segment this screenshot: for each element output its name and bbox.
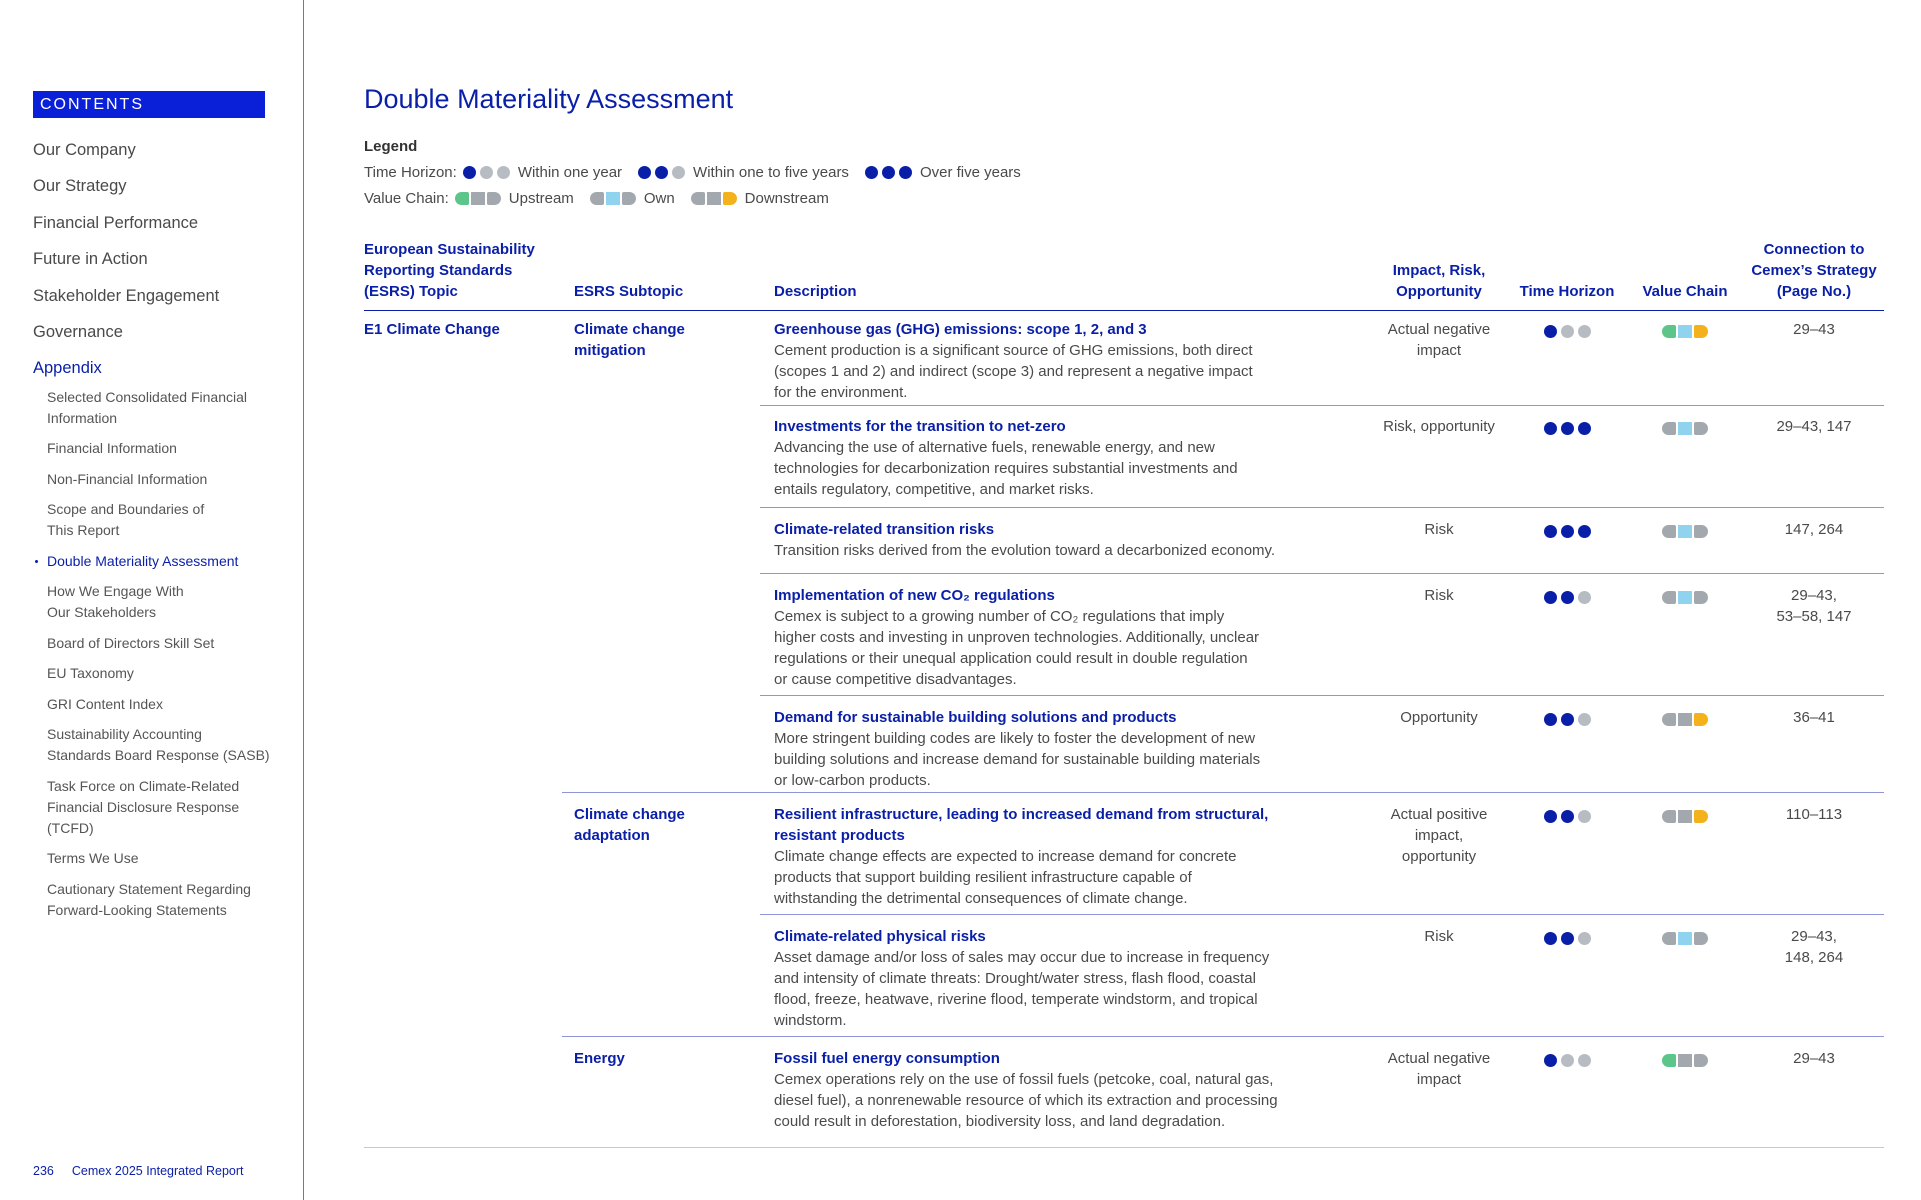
value-chain-segment-own — [1678, 525, 1692, 538]
description-title: Investments for the transition to net-zero — [774, 418, 1066, 435]
time-horizon-indicator — [1507, 589, 1627, 610]
impact-type: Actual negative impact — [1387, 1050, 1491, 1088]
sub-nav-eu-taxonomy[interactable]: EU Taxonomy — [47, 665, 134, 682]
nav-future-in-action[interactable]: Future in Action — [33, 250, 148, 269]
description-body: More stringent building codes are likely to foster the development of new building solutions and increase demand for sustainable building materials or low-carbon products. — [774, 730, 1261, 789]
strategy-page-ref[interactable]: 29–43 — [1793, 1050, 1835, 1067]
time-horizon-dots-icon — [1544, 1054, 1591, 1067]
page-title: Double Materiality Assessment — [364, 84, 734, 114]
row-divider — [760, 695, 1884, 696]
impact-type: Actual negative impact — [1387, 321, 1491, 359]
esrs-subtopic: Climate change mitigation — [574, 321, 685, 359]
strategy-page-ref[interactable]: 110–113 — [1785, 806, 1843, 823]
page-footer — [33, 1164, 244, 1178]
time-dot — [1578, 932, 1591, 945]
time-horizon-indicator — [1507, 711, 1627, 732]
time-horizon-indicator — [1507, 523, 1627, 544]
legend-own: Own — [643, 189, 675, 207]
sub-nav-terms[interactable]: Terms We Use — [47, 850, 139, 867]
strategy-page-ref[interactable]: 29–43, 53–58, 147 — [1776, 587, 1852, 625]
description-cell — [774, 926, 1364, 1031]
description-cell — [774, 519, 1364, 561]
value-chain-icon — [1662, 525, 1708, 538]
strategy-page-ref[interactable]: 29–43, 147 — [1776, 418, 1852, 435]
time-horizon-dots-icon — [1544, 591, 1591, 604]
value-chain-indicator — [1630, 711, 1740, 732]
description-cell — [774, 707, 1364, 791]
time-dot — [1561, 810, 1574, 823]
time-dot — [1561, 525, 1574, 538]
sub-nav-tcfd[interactable]: Task Force on Climate-Related Financial Disclosure Response (TCFD) — [47, 777, 240, 836]
header-value-chain: Value Chain — [1642, 283, 1728, 300]
time-horizon-indicator — [1507, 1052, 1627, 1073]
sidebar-nav — [33, 136, 293, 930]
time-horizon-dots-icon — [1544, 932, 1591, 945]
value-chain-icon — [1662, 932, 1708, 945]
strategy-page-ref[interactable]: 29–43, 148, 264 — [1784, 928, 1844, 966]
description-body: Asset damage and/or loss of sales may occur due to increase in frequency and intensity of climate threats: Drought/water stress, flash flood, coastal flood, freeze, heatwave, riverine flood, temperate windstorm, and tropical windstorm. — [774, 949, 1270, 1029]
table-header — [364, 238, 1884, 311]
description-body: Advancing the use of alternative fuels, renewable energy, and new technologies for decarbonization requires substantial investments and entails regulatory, competitive, and market risks. — [774, 439, 1238, 498]
nav-governance[interactable]: Governance — [33, 322, 123, 341]
legend-dots-one-icon — [463, 166, 510, 179]
description-cell — [774, 1048, 1364, 1132]
sub-nav-double-materiality[interactable]: Double Materiality Assessment — [47, 551, 293, 572]
sub-nav-non-financial-info[interactable]: Non-Financial Information — [47, 470, 208, 487]
value-chain-segment-own — [1678, 713, 1692, 726]
value-chain-icon — [1662, 591, 1708, 604]
time-dot — [1561, 1054, 1574, 1067]
row-divider — [760, 914, 1884, 915]
time-dot — [1578, 713, 1591, 726]
value-chain-indicator — [1630, 323, 1740, 344]
time-horizon-indicator — [1507, 930, 1627, 951]
description-cell — [774, 804, 1364, 909]
description-body: Cemex is subject to a growing number of CO₂ regulations that imply higher costs and investing in unproven technologies. Additionally, unclear regulations or their unequal application could result in double regulation or cause competitive disadvantages. — [774, 608, 1260, 688]
value-chain-segment-own — [1678, 422, 1692, 435]
value-chain-segment-upstream — [1662, 591, 1676, 604]
sub-nav-gri-index[interactable]: GRI Content Index — [47, 695, 163, 712]
value-chain-segment-downstream — [1694, 325, 1708, 338]
row-divider — [562, 792, 1884, 793]
row-divider — [760, 573, 1884, 574]
value-chain-segment-upstream — [1662, 422, 1676, 435]
row-divider — [562, 1036, 1884, 1037]
impact-type: Risk, opportunity — [1383, 418, 1495, 435]
value-chain-segment-downstream — [1694, 810, 1708, 823]
value-chain-icon — [1662, 325, 1708, 338]
description-cell — [774, 319, 1364, 403]
description-title: Greenhouse gas (GHG) emissions: scope 1, 2, and 3 — [774, 321, 1147, 338]
impact-type: Risk — [1424, 928, 1454, 945]
time-dot — [1544, 325, 1557, 338]
time-dot — [1544, 713, 1557, 726]
header-connection: Connection to Cemex’s Strategy (Page No.) — [1751, 241, 1877, 300]
value-chain-segment-upstream — [1662, 810, 1676, 823]
strategy-page-ref[interactable]: 147, 264 — [1784, 521, 1844, 538]
description-title: Climate-related physical risks — [774, 928, 986, 945]
strategy-page-ref[interactable]: 29–43 — [1793, 321, 1835, 338]
time-dot — [1561, 325, 1574, 338]
time-horizon-indicator — [1507, 808, 1627, 829]
description-body: Climate change effects are expected to increase demand for concrete products that support building resilient infrastructure capable of withstanding the detrimental consequences of climate change. — [774, 848, 1237, 907]
time-dot — [1544, 525, 1557, 538]
sub-nav-engage-stakeholders[interactable]: How We Engage With Our Stakeholders — [47, 583, 184, 621]
description-cell — [774, 585, 1364, 690]
value-chain-indicator — [1630, 930, 1740, 951]
time-horizon-dots-icon — [1544, 325, 1591, 338]
value-chain-segment-downstream — [1694, 1054, 1708, 1067]
time-horizon-indicator — [1507, 323, 1627, 344]
value-chain-segment-downstream — [1694, 932, 1708, 945]
legend-dots-five-icon — [638, 166, 685, 179]
description-title: Resilient infrastructure, leading to increased demand from structural, resistant products — [774, 806, 1269, 844]
contents-badge[interactable]: CONTENTS — [33, 91, 265, 118]
page-number: 236 — [33, 1164, 54, 1178]
impact-type: Risk — [1424, 587, 1454, 604]
row-divider — [760, 405, 1884, 406]
sub-nav-board-skill-set[interactable]: Board of Directors Skill Set — [47, 634, 215, 651]
description-title: Demand for sustainable building solutions and products — [774, 709, 1177, 726]
legend-time-horizon — [364, 159, 1037, 185]
time-dot — [1578, 591, 1591, 604]
value-chain-indicator — [1630, 589, 1740, 610]
time-dot — [1561, 591, 1574, 604]
value-chain-icon — [1662, 422, 1708, 435]
esrs-subtopic: Climate change adaptation — [574, 806, 685, 844]
sub-nav-sasb[interactable]: Sustainability Accounting Standards Board Response (SASB) — [47, 726, 270, 764]
value-chain-icon — [1662, 810, 1708, 823]
sub-nav-cautionary[interactable]: Cautionary Statement Regarding Forward-Looking Statements — [47, 880, 251, 918]
description-body: Cement production is a significant source of GHG emissions, both direct (scopes 1 and 2) and indirect (scope 3) and represent a negative impact for the environment. — [774, 342, 1253, 401]
value-chain-segment-upstream — [1662, 525, 1676, 538]
nav-our-company[interactable]: Our Company — [33, 141, 136, 159]
description-title: Implementation of new CO₂ regulations — [774, 587, 1055, 604]
value-chain-icon — [1662, 1054, 1708, 1067]
time-dot — [1544, 810, 1557, 823]
sub-nav-selected-financial-info[interactable]: Selected Consolidated Financial Information — [47, 388, 248, 426]
value-chain-segment-downstream — [1694, 591, 1708, 604]
value-chain-segment-own — [1678, 591, 1692, 604]
value-chain-segment-own — [1678, 1054, 1692, 1067]
nav-appendix[interactable]: Appendix — [33, 359, 102, 378]
nav-our-strategy[interactable]: Our Strategy — [33, 177, 127, 196]
value-chain-segment-upstream — [1662, 1054, 1676, 1067]
value-chain-segment-own — [1678, 810, 1692, 823]
value-chain-label: Value Chain: — [364, 189, 449, 207]
table-bottom-divider — [364, 1147, 1884, 1148]
esrs-subtopic: Energy — [574, 1050, 625, 1067]
time-dot — [1578, 325, 1591, 338]
sub-nav-scope-boundaries[interactable]: Scope and Boundaries of This Report — [47, 501, 205, 539]
header-time-horizon: Time Horizon — [1519, 283, 1615, 300]
description-body: Transition risks derived from the evolution toward a decarbonized economy. — [774, 542, 1276, 559]
legend-time-one: Within one year — [517, 163, 623, 181]
sub-nav-financial-info[interactable]: Financial Information — [47, 440, 177, 457]
value-chain-segment-own — [1678, 932, 1692, 945]
legend-downstream-icon — [691, 192, 737, 205]
time-dot — [1561, 422, 1574, 435]
header-subtopic: ESRS Subtopic — [574, 283, 684, 300]
time-horizon-dots-icon — [1544, 525, 1591, 538]
description-body: Cemex operations rely on the use of fossil fuels (petcoke, coal, natural gas, diesel fuel), a nonrenewable resource of which its extraction and processing could result in deforestation, biodiversity loss, and land degradation. — [774, 1071, 1278, 1130]
time-horizon-dots-icon — [1544, 713, 1591, 726]
time-dot — [1544, 422, 1557, 435]
time-dot — [1578, 525, 1591, 538]
legend-time-five: Within one to five years — [693, 163, 849, 181]
value-chain-segment-downstream — [1694, 525, 1708, 538]
nav-financial-performance[interactable]: Financial Performance — [33, 213, 199, 232]
time-dot — [1578, 810, 1591, 823]
legend-value-chain — [364, 185, 1037, 211]
value-chain-indicator — [1630, 420, 1740, 441]
time-horizon-indicator — [1507, 420, 1627, 441]
sidebar — [0, 0, 304, 1200]
time-dot — [1561, 713, 1574, 726]
value-chain-indicator — [1630, 808, 1740, 829]
description-title: Climate-related transition risks — [774, 521, 995, 538]
time-dot — [1561, 932, 1574, 945]
value-chain-segment-upstream — [1662, 932, 1676, 945]
legend-downstream: Downstream — [744, 189, 829, 207]
time-dot — [1544, 1054, 1557, 1067]
time-horizon-dots-icon — [1544, 422, 1591, 435]
time-horizon-label: Time Horizon: — [364, 163, 457, 181]
header-description: Description — [774, 283, 857, 300]
time-dot — [1578, 1054, 1591, 1067]
legend-own-icon — [590, 192, 636, 205]
value-chain-segment-downstream — [1694, 713, 1708, 726]
value-chain-segment-upstream — [1662, 713, 1676, 726]
header-topic: European Sustainability Reporting Standards (ESRS) Topic — [364, 241, 535, 300]
value-chain-segment-downstream — [1694, 422, 1708, 435]
legend-upstream: Upstream — [508, 189, 574, 207]
time-dot — [1578, 422, 1591, 435]
legend-dots-over-icon — [865, 166, 912, 179]
value-chain-segment-upstream — [1662, 325, 1676, 338]
row-divider — [760, 507, 1884, 508]
impact-type: Risk — [1424, 521, 1454, 538]
value-chain-segment-own — [1678, 325, 1692, 338]
time-dot — [1544, 591, 1557, 604]
legend-time-over: Over five years — [919, 163, 1021, 181]
time-horizon-dots-icon — [1544, 810, 1591, 823]
esrs-topic: E1 Climate Change — [364, 321, 500, 338]
nav-stakeholder-engagement[interactable]: Stakeholder Engagement — [33, 286, 220, 305]
description-title: Fossil fuel energy consumption — [774, 1050, 1000, 1067]
header-impact: Impact, Risk, Opportunity — [1392, 262, 1486, 300]
appendix-sub-nav — [33, 387, 293, 921]
time-dot — [1544, 932, 1557, 945]
description-cell — [774, 416, 1364, 500]
impact-type: Actual positive impact, opportunity — [1390, 806, 1488, 865]
value-chain-indicator — [1630, 523, 1740, 544]
value-chain-indicator — [1630, 1052, 1740, 1073]
impact-type: Opportunity — [1400, 709, 1478, 726]
legend — [364, 138, 1037, 211]
report-name: Cemex 2025 Integrated Report — [71, 1164, 244, 1178]
strategy-page-ref[interactable]: 36–41 — [1793, 709, 1835, 726]
value-chain-icon — [1662, 713, 1708, 726]
legend-upstream-icon — [455, 192, 501, 205]
legend-title: Legend — [364, 138, 418, 155]
